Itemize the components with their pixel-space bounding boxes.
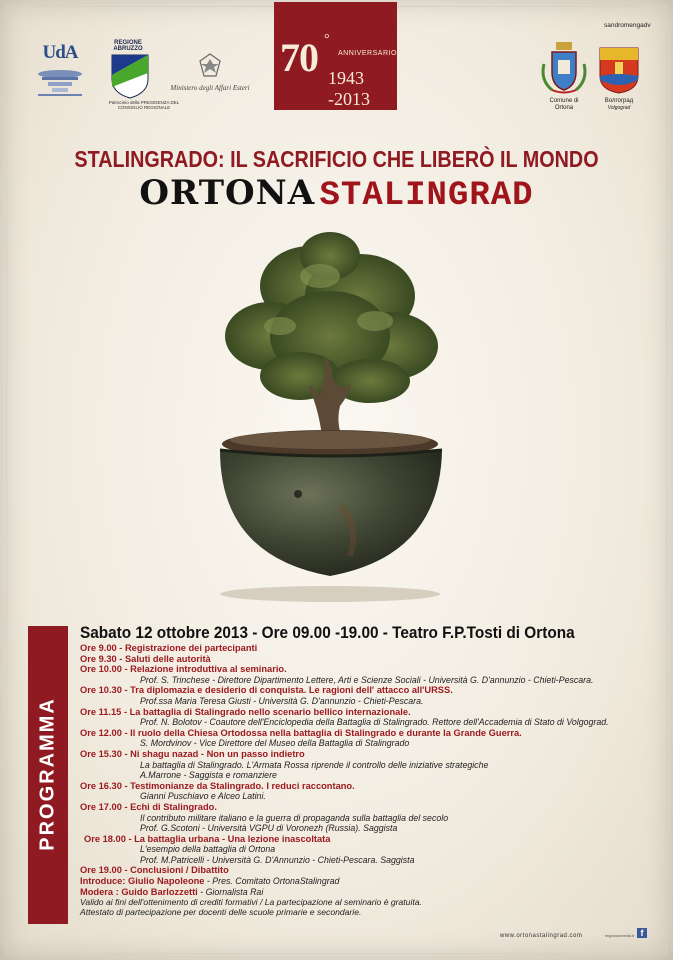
programma-item — [80, 664, 650, 675]
programma-item-detail: L'esempio della battaglia di Ortona — [140, 844, 276, 855]
anniversary-badge — [274, 2, 397, 110]
programma-item-detail: S. Mordvinov - Vice Direttore del Museo della Battaglia di Stalingrado — [140, 738, 410, 749]
programma-item-role: - Giornalista Rai — [197, 886, 264, 897]
programma-item-title: Modera : Guido Barlozzetti — [80, 886, 198, 897]
programma-item-title: Ore 19.00 - Conclusioni / Dibattito — [80, 865, 229, 876]
programma-item — [80, 643, 650, 654]
programma-item-title: Ore 18.00 - La battaglia urbana - Una lezione inascoltata — [84, 833, 331, 844]
programma-item-detail: Prof. N. Bolotov - Coautore dell'Enciclopedia della Battaglia di Stalingrado. Rettore dell'Accademia di Stato di Volgograd. — [140, 717, 609, 728]
abruzzo-shield-icon — [110, 53, 150, 99]
programma-item — [80, 738, 650, 749]
programma-footnote: Valido ai fini dell'ottenimento di crediti formativi / La partecipazione al seminario è gratuita. — [80, 897, 422, 908]
anniversary-years: 1943 -2013 — [328, 68, 370, 109]
programma-item-title: Ore 10.30 - Tra diplomazia e desiderio di conquista. Le ragioni dell' attacco all'URSS. — [80, 685, 453, 696]
programma-item — [80, 887, 650, 898]
programma-item — [80, 654, 650, 665]
programma-item — [80, 707, 650, 718]
programma-item — [80, 823, 650, 834]
ministero-text: Ministero degli Affari Esteri — [170, 84, 250, 92]
programma-item-detail: Prof. G.Scotoni - Università VGPU di Voronezh (Russia). Saggista — [140, 823, 398, 834]
title-ortona: ORTONA — [139, 173, 316, 213]
programma-item — [80, 844, 650, 855]
uda-logo — [34, 42, 86, 100]
programma-item — [80, 855, 650, 866]
volgograd-label-sub: Volgograd — [607, 105, 631, 111]
programma-label: PROGRAMMA — [36, 697, 59, 851]
programma-item-title: Ore 10.00 - Relazione introduttiva al seminario. — [80, 664, 287, 675]
programma-item-title: Ore 15.30 - Ni shagu nazad - Non un passo indietro — [80, 748, 305, 759]
title-stalingrad: STALINGRAD — [319, 177, 534, 215]
programma-item — [80, 685, 650, 696]
abruzzo-title: REGIONE ABRUZZO — [113, 40, 143, 52]
programma-item-detail: A.Marrone - Saggista e romanziere — [140, 770, 277, 781]
uda-logo-text: UdA — [42, 42, 78, 63]
programma-item — [80, 813, 650, 824]
programma-item-detail: Il contributo militare italiano e la guerra di propaganda sulla battaglia del secolo — [140, 812, 449, 823]
italian-emblem-icon — [198, 52, 222, 80]
volgograd-coat-of-arms-icon — [598, 46, 640, 94]
facebook-icon[interactable]: f — [637, 928, 647, 938]
comune-label-line2: Ortona — [554, 105, 574, 111]
anniversary-word: ANNIVERSARIO — [338, 50, 397, 57]
design-credit: mignocomedia.it — [605, 933, 635, 938]
programma-item-detail: Prof. S. Trinchese - Direttore Dipartimento Lettere, Arti e Scienze Sociali - Università G. D'annunzio - Chieti-Pescara. — [140, 674, 594, 685]
tree-in-helmet-illustration — [200, 226, 460, 606]
programma-item — [80, 728, 650, 739]
programma-footnote: Attestato di partecipazione per docenti delle scuole primarie e secondarie. — [80, 907, 362, 918]
poster-title — [0, 173, 673, 215]
programma-item-detail: La battaglia di Stalingrado. L'Armata Rossa riprende il controllo delle iniziative strategiche — [140, 759, 489, 770]
programma-item — [80, 749, 650, 760]
anniversary-degree: ° — [324, 32, 330, 47]
volgograd-label — [594, 98, 644, 112]
programma-item-title: Introduce: Giulio Napoleone — [80, 876, 205, 887]
programma-item-title: Ore 9.00 - Registrazione dei partecipanti — [80, 643, 258, 653]
poster-subtitle: STALINGRADO: IL SACRIFICIO CHE LIBERÒ IL MONDO — [74, 146, 599, 172]
website-url[interactable]: www.ortonastalingrad.com — [500, 933, 583, 939]
sandromengadv-credit: sandromengadv — [604, 22, 651, 29]
programma-item — [80, 791, 650, 802]
programma-item-detail: Gianni Puschiavo e Alceo Latini. — [140, 791, 266, 802]
programma-item — [80, 834, 650, 845]
programma-item-detail: Prof. M.Patricelli - Università G. D'Annunzio - Chieti-Pescara. Saggista — [140, 854, 415, 865]
programma-item — [80, 760, 650, 771]
ortona-coat-of-arms-icon — [538, 40, 590, 96]
programma-item — [80, 781, 650, 792]
programma-item-title: Ore 16.30 - Testimonianze da Stalingrado. I reduci raccontano. — [80, 780, 355, 791]
comune-label — [538, 98, 590, 112]
programma-item — [80, 770, 650, 781]
anniversary-number: 70 — [280, 35, 318, 80]
programma-item — [80, 675, 650, 686]
programma-item-title: Ore 12.00 - Il ruolo della Chiesa Ortodossa nella battaglia di Stalingrado e durante la Grande Guerra. — [80, 727, 522, 738]
comune-label-line1: Comune di — [549, 98, 579, 104]
abruzzo-subtitle: Patrocinio della PRESIDENZA DEL CONSIGLIO REGIONALE — [108, 100, 180, 110]
programma-item-role: - Pres. Comitato OrtonaStalingrad — [204, 876, 340, 887]
programma-item — [80, 876, 650, 887]
volgograd-logo — [598, 46, 640, 114]
programma-item — [80, 696, 650, 707]
programma-item-title: Ore 17.00 - Echi di Stalingrado. — [80, 801, 217, 812]
ministero-logo — [160, 50, 260, 98]
uda-logo-icon — [34, 42, 86, 100]
programma-heading: Sabato 12 ottobre 2013 - Ore 09.00 -19.00 - Teatro F.P.Tosti di Ortona — [80, 624, 575, 642]
comune-ortona-logo — [538, 40, 590, 116]
programma-item-detail: Prof.ssa Maria Teresa Giusti - Università G. D'annunzio - Chieti-Pescara. — [140, 695, 424, 706]
programma-item — [80, 802, 650, 813]
programma-item-title: Ore 9.30 - Saluti delle autorità — [80, 653, 211, 664]
volgograd-label-main: Волгоград — [604, 98, 634, 104]
programma-item-title: Ore 11.15 - La battaglia di Stalingrado nello scenario bellico internazionale. — [80, 706, 411, 717]
programma-item — [80, 717, 650, 728]
programma-item — [80, 865, 650, 876]
programma-list — [80, 643, 650, 917]
